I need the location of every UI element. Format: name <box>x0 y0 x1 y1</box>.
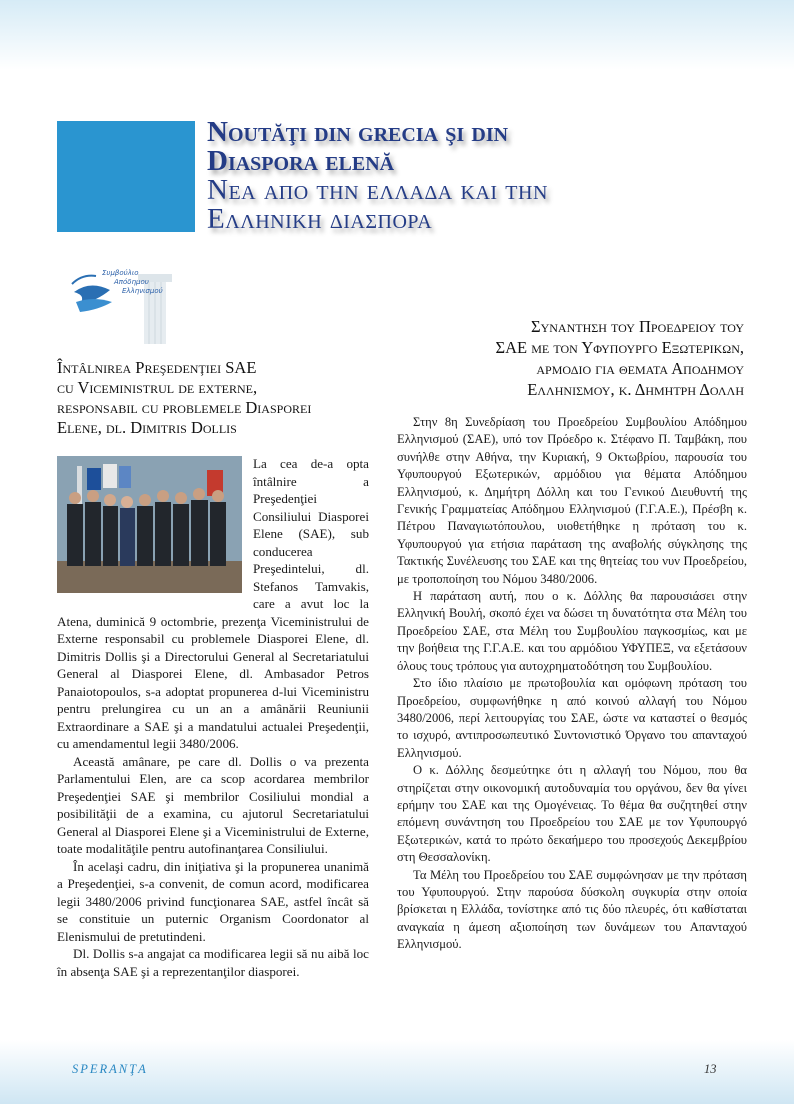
left-article-body <box>57 455 369 980</box>
logo-text-1: Συμβούλιο <box>102 269 139 277</box>
photo-spacer <box>57 455 253 598</box>
right-article-body <box>397 414 747 954</box>
left-paragraph: În acelaşi cadru, din iniţiativa şi la propunerea unanimă a Preşedenţiei, s-a convenit, de comun acord, modificarea legii 3480/2006 privind funcţionarea SAE, astfel încât să se constituie un puternic Organism Coordonator al Elenismului de pretutindeni. <box>57 858 369 944</box>
right-heading-line: αρμοδιο για θεματα Αποδημου <box>536 359 744 378</box>
logo-text-3: Ελληνισμού <box>122 287 163 295</box>
left-paragraph: Această amânare, pe care dl. Dollis o va prezenta Parlamentului Elen, are ca scop acordarea membrilor Preşedenţiei SAE şi membrilor Cosiliului mondial a posibilităţii de a examina, cu ajutorul Secretariatului General al Diasporei Elene şi a Viceministrului de Externe, toate modalităţile pentru autofinanţarea Consiliului. <box>57 753 369 856</box>
sae-logo <box>70 262 200 344</box>
right-paragraph: Στο ίδιο πλαίσιο με πρωτοβουλία και ομόφωνη πρόταση του Προεδρείου, συμφωνήθηκε η από κοινού αλλαγή του Νόμου 3480/2006, περί λειτουργίας του ΣΑΕ, ώστε να καταστεί ο θεσμός το ισχυρό, αντιπροσωπευτικό Συντονιστικό Όργανο του απανταχού Ελληνισμού. <box>397 676 747 760</box>
right-paragraph: Στην 8η Συνεδρίαση του Προεδρείου Συμβουλίου Απόδημου Ελληνισμού (ΣΑΕ), υπό τον Πρόεδρο κ. Στέφανο Π. Ταμβάκη, που συνήλθε στην Αθήνα, την Κυριακή, 9 Οκτωβρίου, παρουσία του Υφυπουργού Εξωτερικών, αρμόδιου για θέματα Απόδημου Ελληνισμού, κ. Δημήτρη Δόλλη και του Γενικού Διευθυντή της Γενικής Γραμματείας Απόδημου Ελληνισμού (Γ.Γ.Α.Ε.), Πρέσβη κ. Πέτρου Παναγιωτόπουλου, υιοθετήθηκε η πρόταση του κ. Υφυπουργού για ετήσια παράταση της αναβολής σύγκλησης της Τακτικής Συνέλευσης του ΣΑΕ και της θητείας του νυν Προεδρείου, με τροποποίηση του Νόμου 3480/2006. <box>397 415 747 586</box>
left-paragraph: Dl. Dollis s-a angajat ca modificarea legii să nu aibă loc în absenţa SAE şi a reprezentanţilor diasporei. <box>57 946 369 979</box>
left-paragraph: La cea de-a opta întâlnire a Preşedenţiei Consiliului Diasporei Elene (SAE), sub conducerea Preşedintelui, dl. Stefanos Tamvakis, care a avut loc la Atena, duminică 9 octombrie, prezenţa Viceministrului de Externe responsabil cu problemele Diasporei Elene, dl. Dimitris Dollis şi a Directorului General al Secretariatului General al Diasporei Elene, dl. Ambasador Petros Panaiotopoulos, s-a adoptat propunerea d-lui Viceministru pentru prelungirea cu un an a amânării Reuniunii Extraordinare a SAE şi a mandatului actualei Preşedenţii, cu amendamentul legii 3480/2006. <box>57 456 369 751</box>
page-title <box>207 118 767 234</box>
right-heading-line: ΣΑΕ με τον Υφυπουργο Εξωτερικων, <box>495 338 744 357</box>
logo-text-2: Απόδημου <box>114 278 149 286</box>
left-heading-line: responsabil cu problemele Diasporei <box>57 398 312 417</box>
left-article-heading <box>57 358 369 438</box>
left-heading-line: Elene, dl. Dimitris Dollis <box>57 418 237 437</box>
title-gr-line1: Νεα απο την ελλαδα και την <box>207 174 548 206</box>
page-number: 13 <box>704 1062 717 1076</box>
top-gradient <box>0 0 794 70</box>
logo-graphic <box>70 262 200 344</box>
right-heading-line: Ελληνισμου, κ. Δημητρη Δολλη <box>527 380 744 399</box>
right-heading-line: Συναντηση του Προεδρειου του <box>530 317 744 336</box>
right-paragraph: Ο κ. Δόλλης δεσμεύτηκε ότι η αλλαγή του Νόμου, που θα στηρίζεται στην οικονομική αυτοδυναμία του οργάνου, δεν θα γίνει ερήμην του ΣΑΕ και της Ομογένειας. Το θέμα θα συζητηθεί στην επόμενη συνάντηση του Προεδρείου του ΣΑΕ με τον Υφυπουργό Εξωτερικών, κατά το πρώτο δεκαήμερο του προσεχούς Δεκεμβρίου στη Θεσσαλονίκη. <box>397 763 747 865</box>
right-paragraph: Η παράταση αυτή, που ο κ. Δόλλης θα παρουσιάσει στην Ελληνική Βουλή, σκοπό έχει να δώσει τη δυνατότητα στα Μέλη του Προεδρείου ΣΑΕ, στα Μέλη του Συμβουλίου παγκοσμίως, και με την βοήθεια της Γ.Γ.Α.Ε. και του αρμόδιου ΥΦΥΠΕΞ, να εξετάσουν όλους τους τρόπους για αυτοχρηματοδότηση του Συμβουλίου. <box>397 589 747 673</box>
left-heading-line: cu Viceministrul de externe, <box>57 378 258 397</box>
accent-square <box>57 121 195 232</box>
left-heading-line: Întâlnirea Preşedenţiei SAE <box>57 358 257 377</box>
title-gr-line2: Ελληνικη διασπορα <box>207 203 433 235</box>
right-paragraph: Τα Μέλη του Προεδρείου του ΣΑΕ συμφώνησαν με την πρόταση του Υφυπουργού. Στην παρούσα δύσκολη συγκυρία στην οποία βρίσκεται η Ελλάδα, τονίστηκε από τις δύο πλευρές, ότι καθίσταται αναγκαία η άμεση αξιοποίηση των δυνάμεων του Απανταχού Ελληνισμού. <box>397 867 747 952</box>
title-ro-line1: Noutăţi din grecia şi din <box>207 116 509 148</box>
title-ro-line2: Diaspora elenă <box>207 145 395 177</box>
magazine-name: SPERANŢA <box>72 1062 148 1076</box>
right-article-heading <box>400 316 744 400</box>
